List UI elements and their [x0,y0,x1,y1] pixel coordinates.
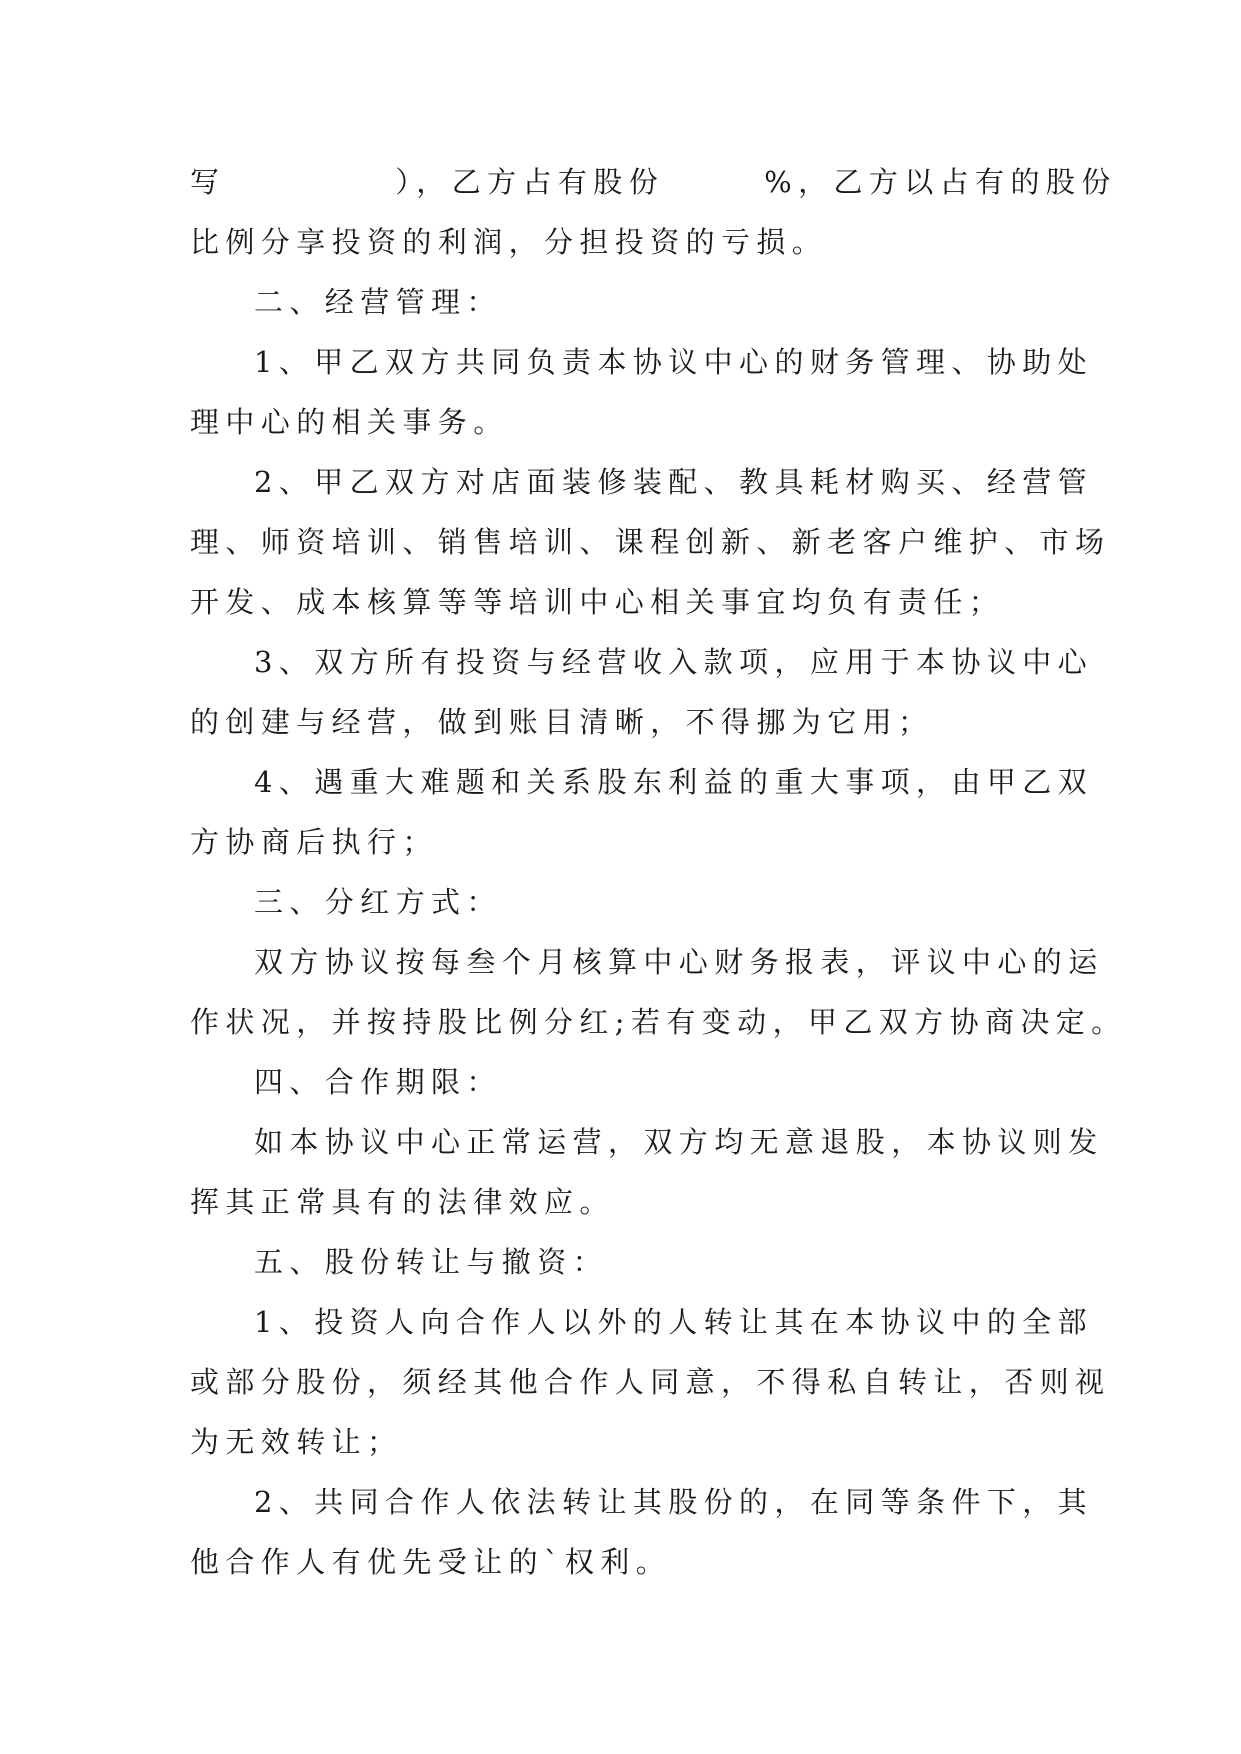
intro-text-a: 写 [190,165,226,199]
section2-item4-line2: 方协商后执行； [190,825,438,859]
section2-item2-line3: 开发、成本核算等等培训中心相关事宜均负有责任； [190,585,1005,619]
intro-text-c: %，乙方以占有的股份 [764,165,1117,199]
section5-item1-line3: 为无效转让； [190,1425,403,1459]
intro-line-2: 比例分享投资的利润，分担投资的亏损。 [190,225,828,259]
section2-item4-line1: 4、遇重大难题和关系股东利益的重大事项，由甲乙双 [254,765,1094,799]
section3-heading: 三、分红方式： [254,885,502,919]
section5-item2-line1: 2、共同合作人依法转让其股份的，在同等条件下，其 [254,1485,1094,1519]
document-body [190,152,1127,1592]
section5-item1-line2: 或部分股份，须经其他合作人同意，不得私自转让，否则视 [190,1365,1111,1399]
section2-item2-line2: 理、师资培训、销售培训、课程创新、新老客户维护、市场 [190,525,1111,559]
section5-item2-line2: 他合作人有优先受让的`权利。 [190,1545,672,1579]
intro-text-b: ），乙方占有股份 [395,165,665,199]
section2-heading: 二、经营管理： [254,285,502,319]
section4-heading: 四、合作期限： [254,1065,502,1099]
section2-item3-line1: 3、双方所有投资与经营收入款项，应用于本协议中心 [254,645,1094,679]
section5-item1-line1: 1、投资人向合作人以外的人转让其在本协议中的全部 [254,1305,1094,1339]
section2-item1-line1: 1、甲乙双方共同负责本协议中心的财务管理、协助处 [254,345,1094,379]
section5-heading: 五、股份转让与撤资： [254,1245,609,1279]
section3-para-line1: 双方协议按每叁个月核算中心财务报表，评议中心的运 [254,945,1104,979]
section4-para-line2: 挥其正常具有的法律效应。 [190,1185,615,1219]
section3-para-line2: 作状况，并按持股比例分红;若有变动，甲乙双方协商决定。 [190,1005,1127,1039]
section2-item1-line2: 理中心的相关事务。 [190,405,509,439]
section2-item2-line1: 2、甲乙双方对店面装修装配、教具耗材购买、经营管 [254,465,1094,499]
section4-para-line1: 如本协议中心正常运营，双方均无意退股，本协议则发 [254,1125,1104,1159]
section2-item3-line2: 的创建与经营，做到账目清晰，不得挪为它用； [190,705,934,739]
intro-line-1 [190,152,1117,212]
